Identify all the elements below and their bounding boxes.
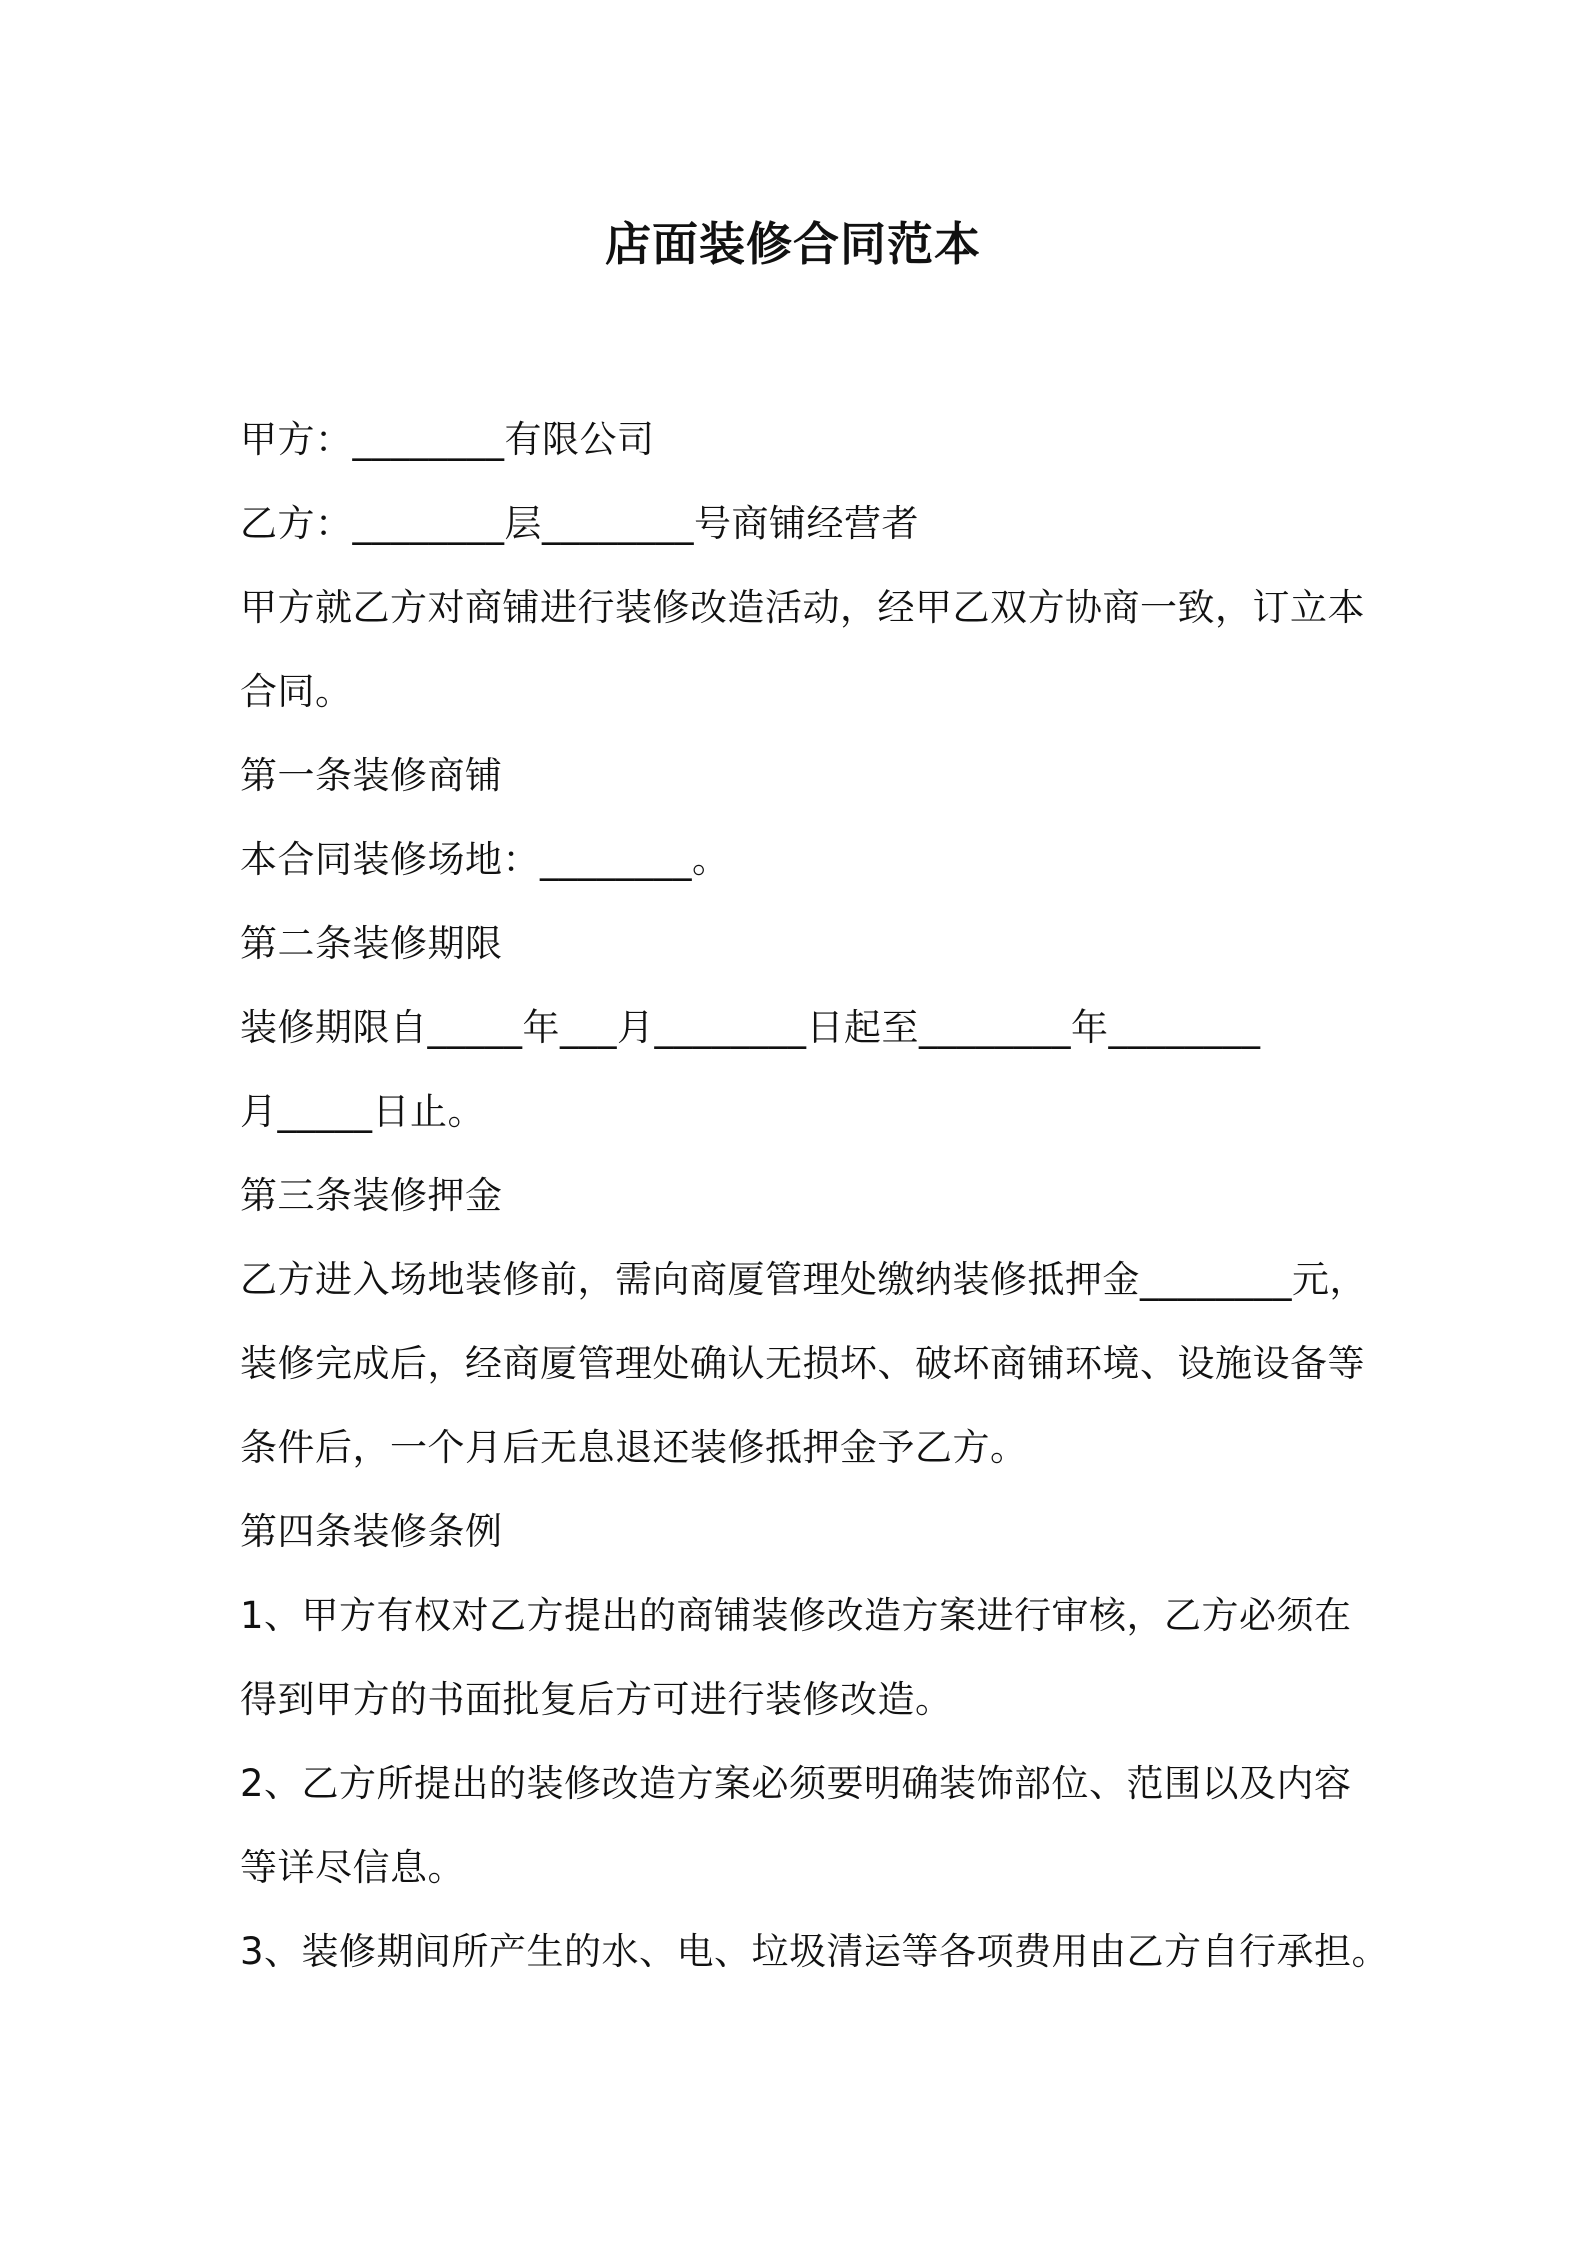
article-3-text-3: 条件后，一个月后无息退还装修抵押金予乙方。 — [240, 1426, 1028, 1469]
party-b-line: 乙方：________层________号商铺经营者 — [240, 502, 919, 545]
article-3-text-2: 装修完成后，经商厦管理处确认无损坏、破坏商铺环境、设施设备等 — [240, 1342, 1365, 1385]
party-a-line: 甲方：________有限公司 — [240, 418, 655, 461]
preamble-line-2: 合同。 — [240, 670, 353, 713]
article-4-item-2-line-1: 2、乙方所提出的装修改造方案必须要明确装饰部位、范围以及内容 — [240, 1762, 1352, 1805]
article-4-item-2-line-2: 等详尽信息。 — [240, 1846, 465, 1889]
article-2-text-2: 月_____日止。 — [240, 1090, 485, 1133]
article-3-text-1: 乙方进入场地装修前，需向商厦管理处缴纳装修抵押金________元， — [240, 1258, 1367, 1301]
article-2-text-1: 装修期限自_____年___月________日起至________年________ — [240, 1006, 1261, 1049]
document-body — [240, 398, 1390, 1994]
article-4-item-1-line-1: 1、甲方有权对乙方提出的商铺装修改造方案进行审核，乙方必须在 — [240, 1594, 1352, 1637]
article-1-heading: 第一条装修商铺 — [240, 754, 503, 797]
article-1-text: 本合同装修场地：________。 — [240, 838, 730, 881]
article-2-heading: 第二条装修期限 — [240, 922, 503, 965]
article-3-heading: 第三条装修押金 — [240, 1174, 503, 1217]
article-4-item-3-line-1: 3、装修期间所产生的水、电、垃圾清运等各项费用由乙方自行承担。 — [240, 1930, 1390, 1973]
article-4-item-1-line-2: 得到甲方的书面批复后方可进行装修改造。 — [240, 1678, 953, 1721]
article-4-heading: 第四条装修条例 — [240, 1510, 503, 1553]
document-title: 店面装修合同范本 — [605, 217, 981, 271]
preamble-line-1: 甲方就乙方对商铺进行装修改造活动，经甲乙双方协商一致，订立本 — [240, 586, 1365, 629]
